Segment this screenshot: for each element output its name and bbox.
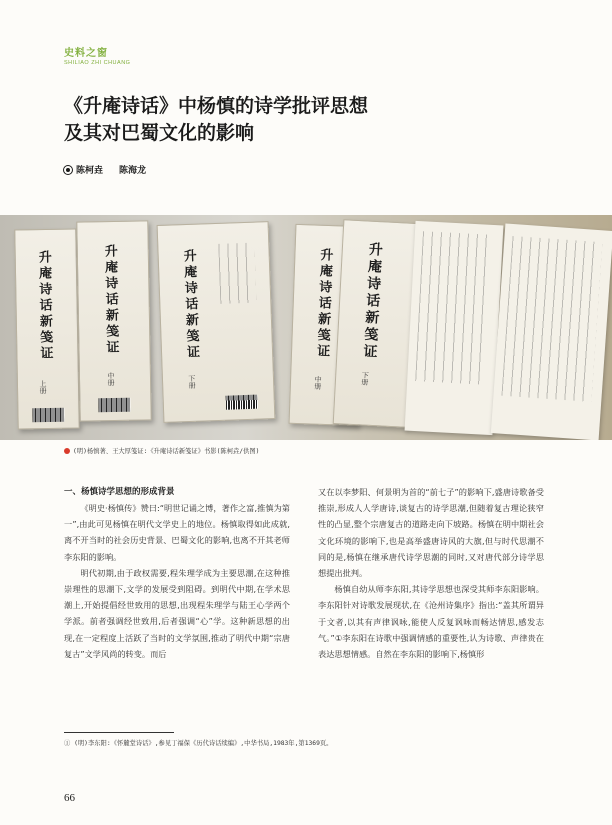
title-line-2: 及其对巴蜀文化的影响	[64, 122, 255, 144]
barcode-icon	[98, 398, 130, 413]
book-cover	[333, 219, 418, 428]
caption-text: (明)杨慎著、王大厚笺证:《升庵诗话新笺证》书影(陈柯垚/供图)	[73, 448, 260, 455]
book-title: 升庵诗话新笺证	[313, 247, 333, 361]
author-name: 陈柯垚	[76, 166, 104, 176]
figure-caption	[64, 446, 259, 455]
book-volume: 下册	[360, 371, 370, 386]
paragraph: 《明史·杨慎传》赞曰:“明世记诵之博，著作之富,推慎为第一”,由此可见杨慎在明代文学史上的地位。杨慎取得如此成就,离不开当时的社会历史背景、巴蜀文化的影响,也离不开其老师李东阳的影响。	[64, 503, 290, 562]
section-heading: 一、杨慎诗学思想的形成背景	[64, 487, 175, 497]
open-book-page	[491, 223, 612, 440]
book-cover	[14, 228, 79, 429]
book-title: 升庵诗话新笺证	[361, 241, 384, 362]
footnote: ① (明)李东阳:《怀麓堂诗话》,参见丁福保《历代诗话续编》,中华书局,1983年,第1369页。	[64, 740, 333, 747]
column-name-en: SHILIAO ZHI CHUANG	[64, 60, 131, 66]
article-title	[64, 93, 484, 147]
page-number: 66	[64, 792, 75, 804]
book-title: 升庵诗话新笺证	[35, 249, 53, 363]
paragraph: 明代初期,由于政权需要,程朱理学成为主要思潮,在这种推崇理性的思潮下,文学的发展受到阻碍。到明代中期,在学术思潮上,开始提倡经世致用的思想,出现程朱理学与陆王心学两个学派。前者强调经世致用,后者强调“心”学。这种新思想的出现,在一定程度上活跃了当时的文学氛围,推动了明代中期“宗唐复古”文学风尚的转变。而后	[64, 567, 290, 659]
column-header	[64, 44, 130, 66]
right-column	[318, 484, 544, 662]
open-book-page	[405, 221, 504, 435]
book-volume: 下册	[187, 374, 197, 390]
title-line-1: 《升庵诗话》中杨慎的诗学批评思想	[64, 95, 369, 117]
book-title: 升庵诗话新笺证	[180, 248, 200, 362]
book-volume: 上册	[38, 380, 48, 395]
footnote-divider	[64, 732, 174, 733]
paragraph: 杨慎自幼从师李东阳,其诗学思想也深受其师李东阳影响。李东阳针对诗歌发展现状,在《沧州诗集序》指出:“盖其所谓异于文者,以其有声律讽咏,能使人反复讽咏而畅达情思,感发志气。”①李东阳在诗歌中强调情感的重要性,认为诗歌、声律贵在表达思想情感。自然在李东阳的影响下,杨慎形	[318, 584, 544, 660]
author-bullet-icon	[64, 166, 72, 174]
author-line	[64, 163, 146, 176]
left-column	[64, 484, 290, 662]
column-name-cn: 史料之窗	[64, 48, 108, 59]
book-volume: 中册	[106, 371, 116, 387]
caption-bullet-icon	[64, 448, 70, 454]
book-photo	[0, 215, 612, 440]
paragraph: 又在以李梦阳、何景明为首的“前七子”的影响下,盛唐诗歌备受推崇,形成人人学唐诗,谈复古的诗学思潮,但随着复古理论狭窄性的凸显,整个宗唐复古的道路走向下坡路。杨慎在明中期社会文化环境的影响下,也是高举盛唐诗风的大旗,但与时代思潮不同的是,杨慎在继承唐代诗学思潮的同时,又对唐代部分诗学思想提出批判。	[318, 487, 544, 579]
book-title: 升庵诗话新笺证	[101, 243, 119, 357]
book-cover	[157, 221, 276, 423]
book-volume: 中册	[313, 375, 323, 390]
book-cover	[76, 220, 151, 421]
author-name: 陈海龙	[119, 166, 147, 176]
barcode-icon	[226, 395, 258, 410]
barcode-icon	[32, 408, 64, 423]
